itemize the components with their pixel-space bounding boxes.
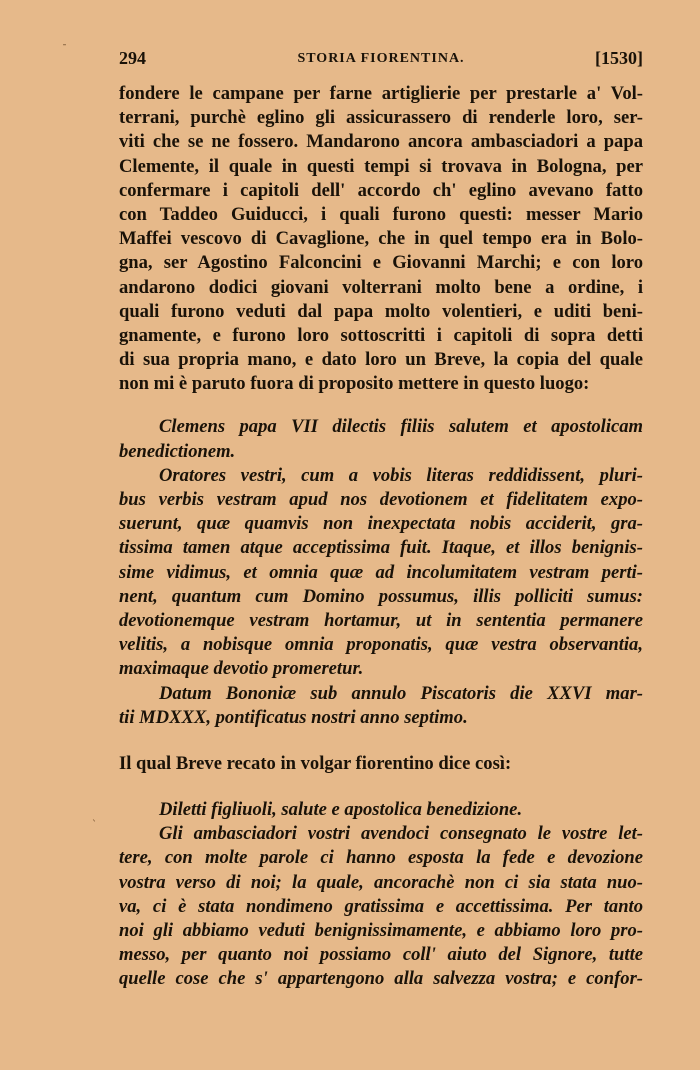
italian-salutation: Diletti figliuoli, salute e apostolica benedizione.	[159, 799, 523, 821]
text-line: vostra verso di noi; la quale, ancorachè non ci sia stata nuo-	[119, 871, 643, 893]
text-line: va, ci è stata nondimeno gratissima e accettissima. Per tanto	[119, 895, 643, 917]
running-header	[119, 48, 643, 72]
text-line: suerunt, quæ quamvis non inexpectata nobis acciderit, gra-	[119, 513, 643, 535]
text-line: andarono dodici giovani volterrani molto bene a ordine, i	[119, 276, 643, 298]
latin-salutation: Clemens papa VII dilectis filiis salutem et apostolicam	[159, 416, 643, 438]
text-line: non mi è paruto fuora di proposito mettere in questo luogo:	[119, 373, 590, 395]
text-line: gna, ser Agostino Falconcini e Giovanni Marchi; e con loro	[119, 252, 643, 274]
text-line: terrani, purchè eglino gli assicurassero di renderle loro, ser-	[119, 107, 643, 129]
text-line: velitis, a nobisque omnia proponatis, quæ vestra observantia,	[119, 634, 643, 656]
text-line: noi gli abbiamo veduti benignissimamente, e abbiamo loro pro-	[119, 920, 643, 941]
page-number: 294	[119, 48, 146, 68]
text-line: tissima tamen atque acceptissima fuit. Itaque, et illos benignis-	[119, 537, 643, 559]
italian-brief	[119, 798, 643, 992]
text-line: maximaque devotio promeretur.	[119, 658, 364, 680]
latin-brief	[119, 415, 643, 729]
latin-date: tii MDXXX, pontificatus nostri anno septimo.	[119, 706, 468, 728]
text-line: Maffei vescovo di Cavaglione, che in quel tempo era in Bolo-	[119, 228, 643, 250]
text-line: con Taddeo Guiducci, i quali furono questi: messer Mario	[119, 203, 643, 225]
header-year: [1530]	[595, 48, 643, 68]
text-line: bus verbis vestram apud nos devotionem et fidelitatem expo-	[119, 489, 643, 510]
scan-speck: ˋ	[92, 820, 97, 831]
text-line: nent, quantum cum Domino possumus, illis polliciti sumus:	[119, 585, 643, 607]
scan-speck: ˉ	[62, 44, 67, 55]
text-line: tere, con molte parole ci hanno esposta la fede e devozione	[119, 847, 643, 869]
text-line: gnamente, e furono loro sottoscritti i capitoli di sopra detti	[119, 324, 643, 346]
text-line: di sua propria mano, e dato loro un Breve, la copia del quale	[119, 349, 643, 371]
running-title: STORIA FIORENTINA.	[297, 51, 465, 66]
text-line: quelle cose che s' appartengono alla salvezza vostra; e confor-	[119, 968, 643, 990]
latin-salutation: benedictionem.	[119, 440, 236, 462]
text-line: Oratores vestri, cum a vobis literas reddidissent, pluri-	[159, 464, 643, 486]
text-line: sime vidimus, et omnia quæ ad incolumitatem vestram perti-	[119, 561, 643, 583]
text-line: viti che se ne fossero. Mandarono ancora ambasciadori a papa	[119, 131, 643, 153]
text-line: Gli ambasciadori vostri avendoci consegnato le vostre let-	[159, 823, 643, 845]
text-line: quali furono veduti dal papa molto volentieri, e uditi beni-	[119, 300, 643, 322]
text-line: Clemente, il quale in questi tempi si trovava in Bologna, per	[119, 155, 643, 177]
transition-line: Il qual Breve recato in volgar fiorentino dice così:	[119, 752, 512, 774]
text-line: confermare i capitoli dell' accordo ch' eglino avevano fatto	[119, 179, 643, 201]
text-line: fondere le campane per farne artiglierie per prestarle a' Vol-	[119, 83, 643, 104]
text-line: messo, per quanto noi possiamo coll' aiuto del Signore, tutte	[119, 944, 643, 966]
paragraph-narrative	[119, 82, 643, 396]
page-body	[119, 82, 643, 992]
text-line: devotionemque vestram hortamur, ut in sententia permanere	[119, 609, 643, 631]
latin-date: Datum Bononiæ sub annulo Piscatoris die XXVI mar-	[159, 682, 643, 704]
